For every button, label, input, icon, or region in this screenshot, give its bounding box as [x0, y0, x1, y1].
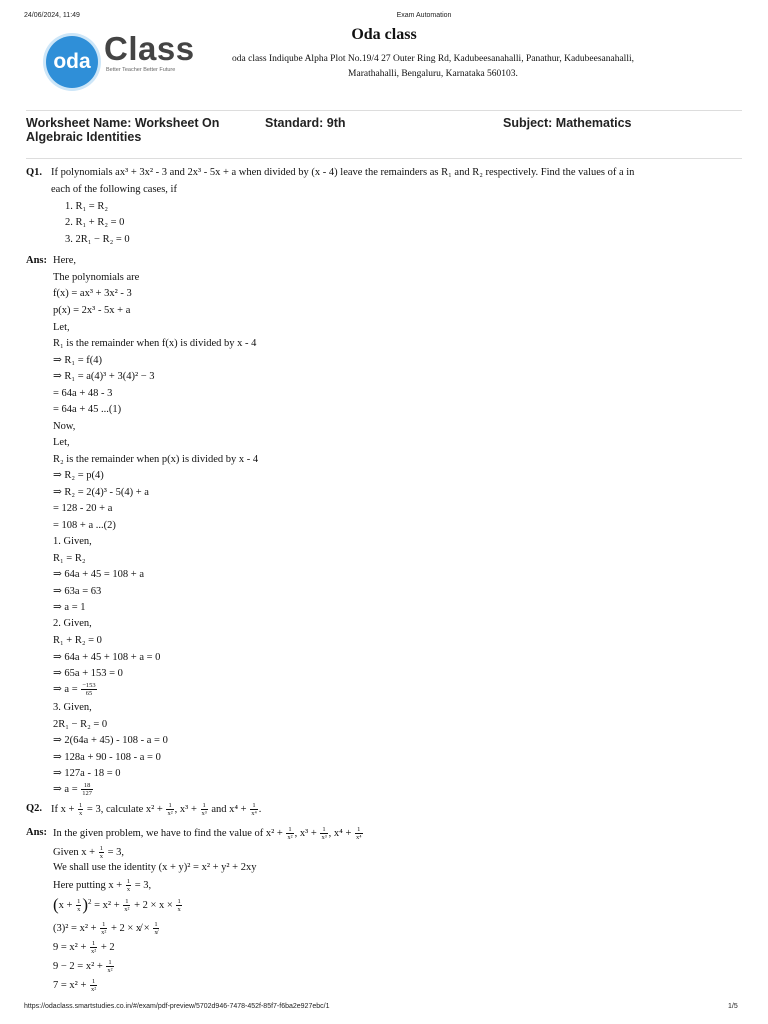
q2-text: If x + $\frac{1}{x}$ = 3, calculate x² + $\frac{1}{\text{x²}}$ , x³ + $\frac{1}{\text{x³}}$ and x⁴ + $\frac{1}{\text{x⁴}}$ .: [51, 802, 262, 817]
a2-intro: In the given problem, we have to find the value of x² + $\frac{1}{\text{x²}}$ , x³ + $\frac{1}{\text{x³}}$ , x⁴ + $\frac{1}{\text{x⁴}}$: [53, 826, 362, 841]
a1-line: Now,: [53, 421, 76, 432]
a1-line: = 64a + 48 - 3: [53, 388, 113, 399]
q1-text-line1: If polynomials ax³ + 3x² - 3 and 2x³ - 5x + a when divided by (x - 4) leave the remainders as R₁ and R₂ respectively. Find the values of a in: [51, 167, 635, 178]
q1-case-2: 2. R₁ + R₂ = 0: [65, 217, 125, 228]
a1-line: R₁ is the remainder when f(x) is divided by x - 4: [53, 338, 257, 349]
a1-label: Ans:: [26, 255, 48, 266]
a2-line-3: (3)² = x² + $\frac{1}{\text{x²}}$ + 2 × x̸ × $\frac{1}{x̸}$: [53, 921, 158, 936]
a1-line: ⇒ 128a + 90 - 108 - a = 0: [53, 752, 161, 763]
logo-tagline: Better Teacher Better Future: [106, 67, 176, 73]
page-number: 1/5: [728, 1003, 738, 1010]
a1-result-2: ⇒ a = $\frac{-153}{65}$: [53, 682, 96, 697]
q1-case-1: 1. R₁ = R₂: [65, 201, 108, 212]
a1-line: ⇒ R₁ = f(4): [53, 355, 102, 366]
a1-case1-heading: 1. Given,: [53, 536, 92, 547]
a2-line-9-2: 9 − 2 = x² + $\frac{1}{\text{x²}}$: [53, 959, 113, 974]
a1-line: Let,: [53, 322, 70, 333]
a2-label: Ans:: [26, 827, 48, 838]
a1-line: R₁ + R₂ = 0: [53, 635, 102, 646]
subject: Subject: Mathematics: [503, 116, 632, 130]
a1-line: ⇒ 127a - 18 = 0: [53, 768, 121, 779]
print-datetime: 24/06/2024, 11:49: [24, 12, 80, 19]
a2-given: Given x + $\frac{1}{x}$ = 3,: [53, 845, 125, 860]
a1-line: ⇒ 2(64a + 45) - 108 - a = 0: [53, 735, 168, 746]
a1-line: ⇒ R₂ = 2(4)³ - 5(4) + a: [53, 487, 149, 498]
print-title: Exam Automation: [396, 12, 452, 19]
q2-label: Q2.: [26, 803, 43, 814]
divider-meta: [26, 158, 742, 159]
a1-line: ⇒ 63a = 63: [53, 586, 102, 597]
org-address-line1: oda class Indiqube Alpha Plot No.19/4 27 Outer Ring Rd, Kadubeesanahalli, Panathur, Kadubeesanahalli,: [232, 54, 634, 64]
worksheet-name-line1: Worksheet Name: Worksheet On: [26, 116, 220, 130]
standard: Standard: 9th: [265, 116, 346, 130]
a1-line: = 64a + 45 ...(1): [53, 404, 122, 415]
worksheet-name-line2: Algebraic Identities: [26, 130, 142, 144]
q1-text-line2: each of the following cases, if: [51, 184, 177, 195]
a1-line: f(x) = ax³ + 3x² - 3: [53, 288, 132, 299]
a1-line: = 128 - 20 + a: [53, 503, 113, 514]
a1-case2-heading: 2. Given,: [53, 618, 92, 629]
a2-squared-expansion: (x + $\frac{1}{x}$ )$^2$ = x² + $\frac{1}{\text{x²}}$ + 2 × x × $\frac{1}{x}$: [53, 895, 181, 914]
worksheet-name: [26, 116, 219, 144]
a1-line: R₁ = R₂: [53, 553, 86, 564]
q1-case-3: 3. 2R₁ − R₂ = 0: [65, 234, 130, 245]
org-address: [193, 52, 673, 82]
fraction: $\frac{18}{127}$: [82, 782, 93, 797]
a1-line: ⇒ a = 1: [53, 602, 86, 613]
a1-result-3: ⇒ a = $\frac{18}{127}$: [53, 782, 93, 797]
org-name: Oda class: [351, 26, 417, 43]
q1-label: Q1.: [26, 167, 43, 178]
a2-line-7: 7 = x² + $\frac{1}{\text{x²}}$: [53, 978, 97, 993]
a1-line: ⇒ 65a + 153 = 0: [53, 668, 123, 679]
a1-line: 2R₁ − R₂ = 0: [53, 719, 108, 730]
a2-putting: Here putting x + $\frac{1}{x}$ = 3,: [53, 878, 152, 893]
a2-line-9: 9 = x² + $\frac{1}{\text{x²}}$ + 2: [53, 940, 115, 955]
a1-case3-heading: 3. Given,: [53, 702, 92, 713]
a1-line: ⇒ 64a + 45 + 108 + a = 0: [53, 652, 161, 663]
fraction: $\frac{-153}{65}$: [82, 682, 96, 697]
a1-line: p(x) = 2x³ - 5x + a: [53, 305, 131, 316]
divider-top: [26, 110, 742, 111]
a2-identity: We shall use the identity (x + y)² = x² + y² + 2xy: [53, 862, 257, 873]
a1-line: R₂ is the remainder when p(x) is divided by x - 4: [53, 454, 259, 465]
org-address-line2: Marathahalli, Bengaluru, Karnataka 560103.: [348, 69, 518, 79]
footer-url[interactable]: https://odaclass.smartstudies.co.in/#/exam/pdf-preview/5702d946-7478-452f-85f7-f6ba2e927ebc/1: [24, 1003, 330, 1010]
logo-wordmark: Class: [104, 30, 195, 67]
a1-line: ⇒ 64a + 45 = 108 + a: [53, 569, 145, 580]
a1-line: ⇒ R₂ = p(4): [53, 470, 104, 481]
a1-line: Here,: [53, 255, 77, 266]
oda-logo-mark: oda: [46, 36, 98, 88]
a1-line: ⇒ R₁ = a(4)³ + 3(4)² − 3: [53, 371, 155, 382]
a1-line: Let,: [53, 437, 70, 448]
a1-line: = 108 + a ...(2): [53, 520, 116, 531]
a1-line: The polynomials are: [53, 272, 140, 283]
